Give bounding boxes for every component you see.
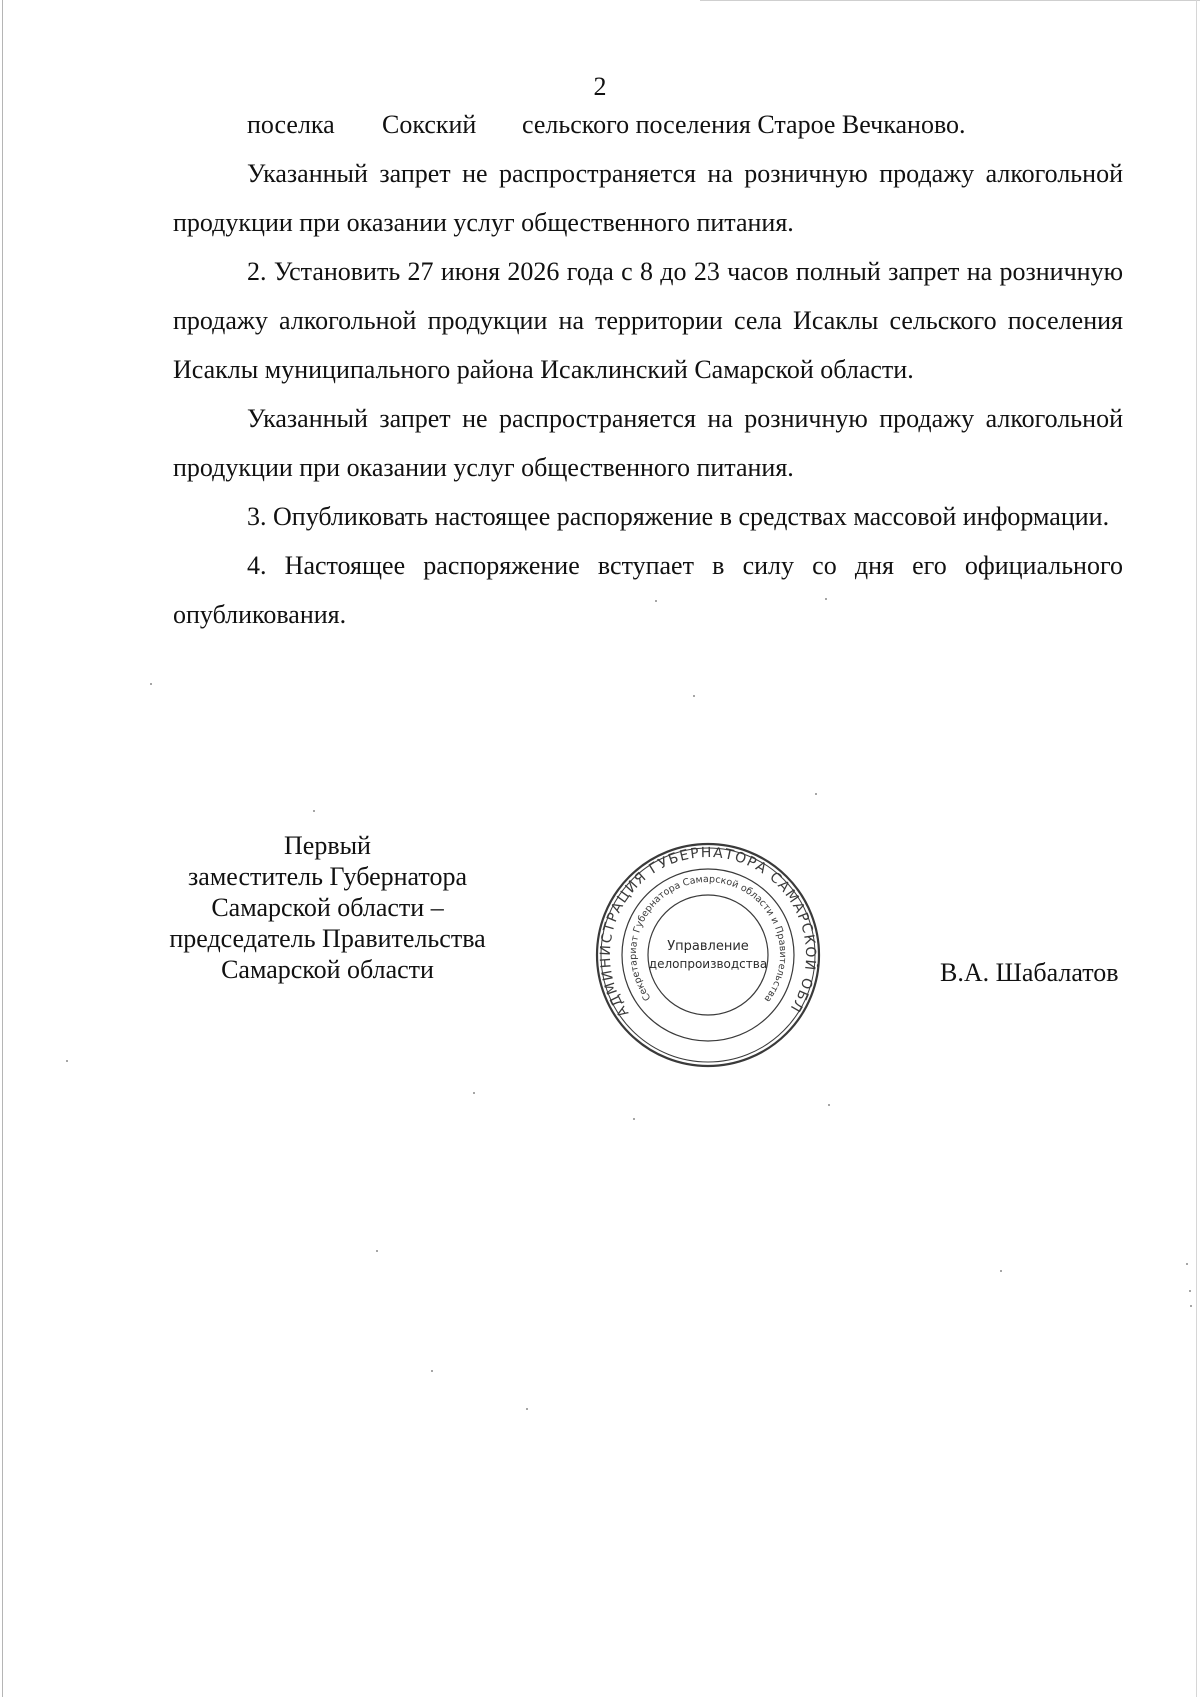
signer-name: В.А. Шабалатов: [940, 958, 1119, 987]
paragraph-restriction-note-1: Указанный запрет не распространяется на розничную продажу алкогольной продукции при оказании услуг общественного питания.: [173, 159, 1123, 237]
scan-edge-right: [1196, 0, 1197, 1697]
document-body: [173, 100, 1123, 639]
scan-speck: [1186, 1263, 1188, 1265]
scan-speck: [1190, 1305, 1192, 1307]
paragraph-restriction-note-2: Указанный запрет не распространяется на розничную продажу алкогольной продукции при оказании услуг общественного питания.: [173, 404, 1123, 482]
official-seal: [593, 840, 823, 1070]
signer-title-line: заместитель Губернатора: [188, 862, 467, 891]
page-number: 2: [593, 72, 607, 101]
scan-speck: [693, 695, 695, 697]
paragraph-item-2: 2. Установить 27 июня 2026 года с 8 до 23 часов полный запрет на розничную продажу алкогольной продукции на территории села Исаклы сельского поселения Исаклы муниципального района Исаклинский Самарской области.: [173, 257, 1123, 384]
svg-text:АДМИНИСТРАЦИЯ ГУБЕРНАТОРА САМА: [593, 840, 820, 1020]
signer-title-line: Первый: [284, 831, 371, 860]
scan-speck: [828, 1104, 830, 1106]
signer-title-line: председатель Правительства: [169, 924, 486, 953]
scan-speck: [150, 683, 152, 685]
scan-speck: [1189, 1290, 1191, 1292]
scan-speck: [633, 1118, 635, 1120]
scan-speck: [655, 600, 657, 602]
scan-edge-top: [700, 0, 1200, 1]
seal-graphic: [593, 840, 823, 1070]
scan-speck: [526, 1408, 528, 1410]
paragraph-item-4: 4. Настоящее распоряжение вступает в силу со дня его официального опубликования.: [173, 551, 1123, 629]
seal-outer-text: АДМИНИСТРАЦИЯ ГУБЕРНАТОРА САМАРСКОЙ ОБЛ: [597, 844, 819, 1020]
signer-title-line: Самарской области –: [211, 893, 444, 922]
seal-center-line-1: Управление: [667, 939, 749, 954]
scan-speck: [815, 793, 817, 795]
seal-inner-text: Секретариат Губернатора Самарской области и Правительства: [627, 873, 789, 1005]
scan-speck: [431, 1370, 433, 1372]
scan-speck: [66, 1060, 68, 1062]
continuation-rest: сельского поселения Старое Вечканово.: [522, 110, 966, 139]
seal-center-line-2: делопроизводства: [648, 957, 768, 971]
scan-speck: [473, 1092, 475, 1094]
signer-title-line: Самарской области: [221, 955, 434, 984]
signer-title: [150, 830, 505, 985]
scan-speck: [1000, 1270, 1002, 1272]
continuation-word-2: Сокский: [382, 110, 477, 139]
scan-speck: [313, 810, 315, 812]
scan-edge-left: [2, 0, 3, 1697]
scan-speck: [825, 598, 827, 600]
paragraph-item-3: 3. Опубликовать настоящее распоряжение в средствах массовой информации.: [247, 502, 1110, 531]
scan-speck: [376, 1250, 378, 1252]
continuation-word-1: поселка: [247, 110, 335, 139]
